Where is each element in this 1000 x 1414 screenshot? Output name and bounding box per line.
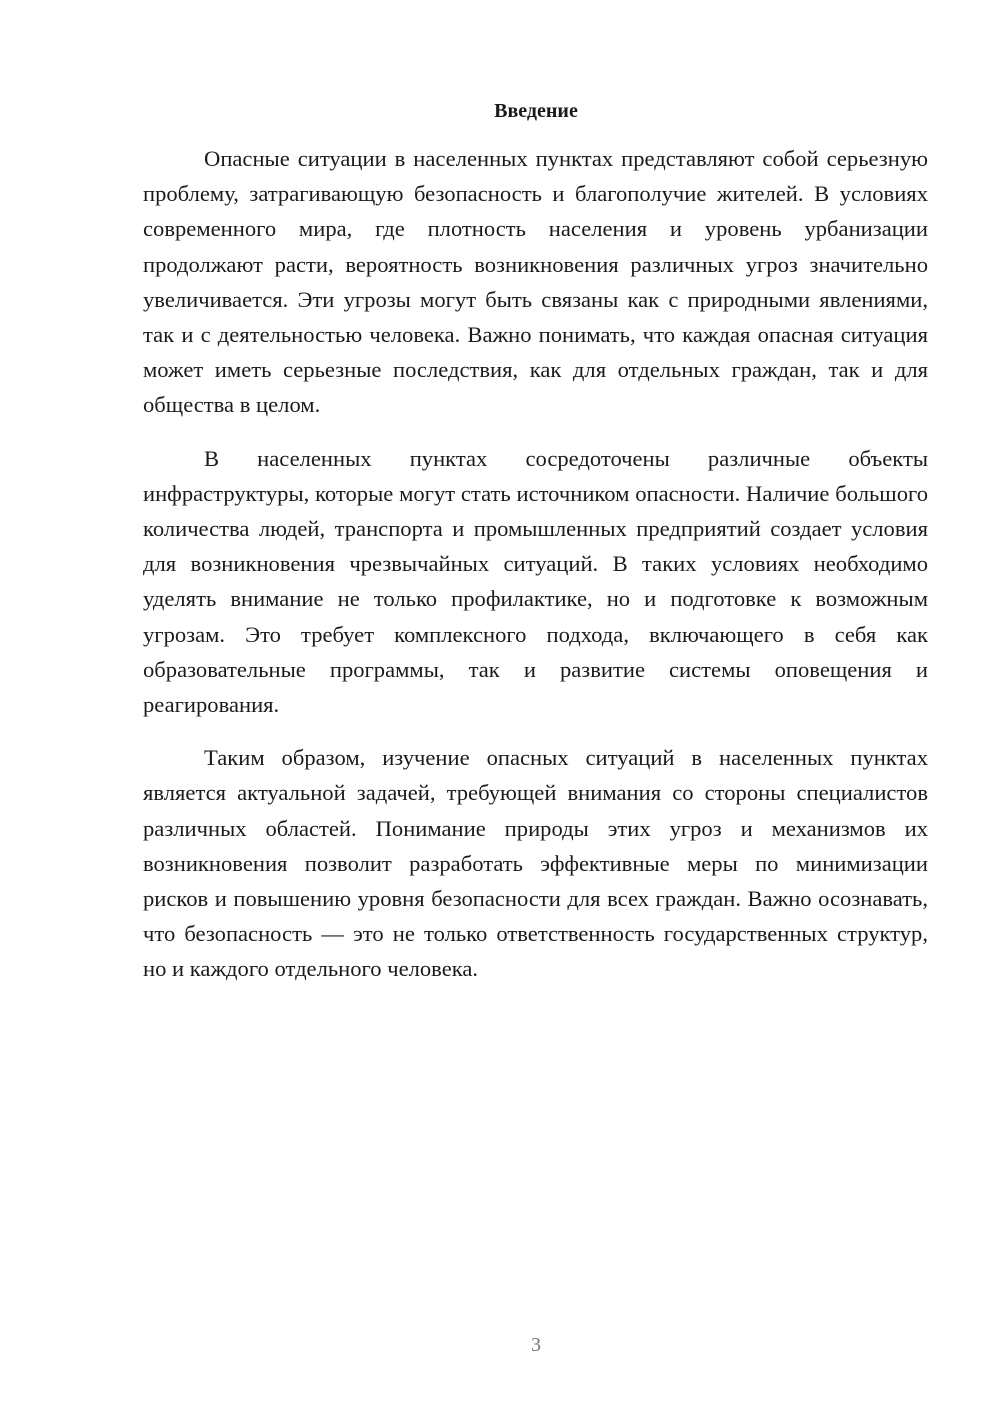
paragraph: Опасные ситуации в населенных пунктах представляют собой серьезную проблему, затрагивающую безопасность и благополучие жителей. В условиях современного мира, где плотность населения и уровень урбанизации продолжают расти, вероятность возникновения различных угроз значительно увеличивается. Эти угрозы могут быть связаны как с природными явлениями, так и с деятельностью человека. Важно понимать, что каждая опасная ситуация может иметь серьезные последствия, как для отдельных граждан, так и для общества в целом.	[143, 146, 928, 418]
paragraph: В населенных пунктах сосредоточены различные объекты инфраструктуры, которые могут стать источником опасности. Наличие большого количества людей, транспорта и промышленных предприятий создает условия для возникновения чрезвычайных ситуаций. В таких условиях необходимо уделять внимание не только профилактике, но и подготовке к возможным угрозам. Это требует комплексного подхода, включающего в себя как образовательные программы, так и развитие системы оповещения и реагирования.	[143, 445, 928, 718]
section-title: Введение	[494, 100, 578, 122]
body-text	[143, 141, 928, 1005]
page-number: 3	[531, 1334, 541, 1356]
paragraph: Таким образом, изучение опасных ситуаций в населенных пунктах является актуальной задачей, требующей внимания со стороны специалистов различных областей. Понимание природы этих угроз и механизмов их возникновения позволит разработать эффективные меры по минимизации рисков и повышению уровня безопасности для всех граждан. Важно осознавать, что безопасность — это не только ответственность государственных структур, но и каждого отдельного человека.	[143, 745, 928, 982]
